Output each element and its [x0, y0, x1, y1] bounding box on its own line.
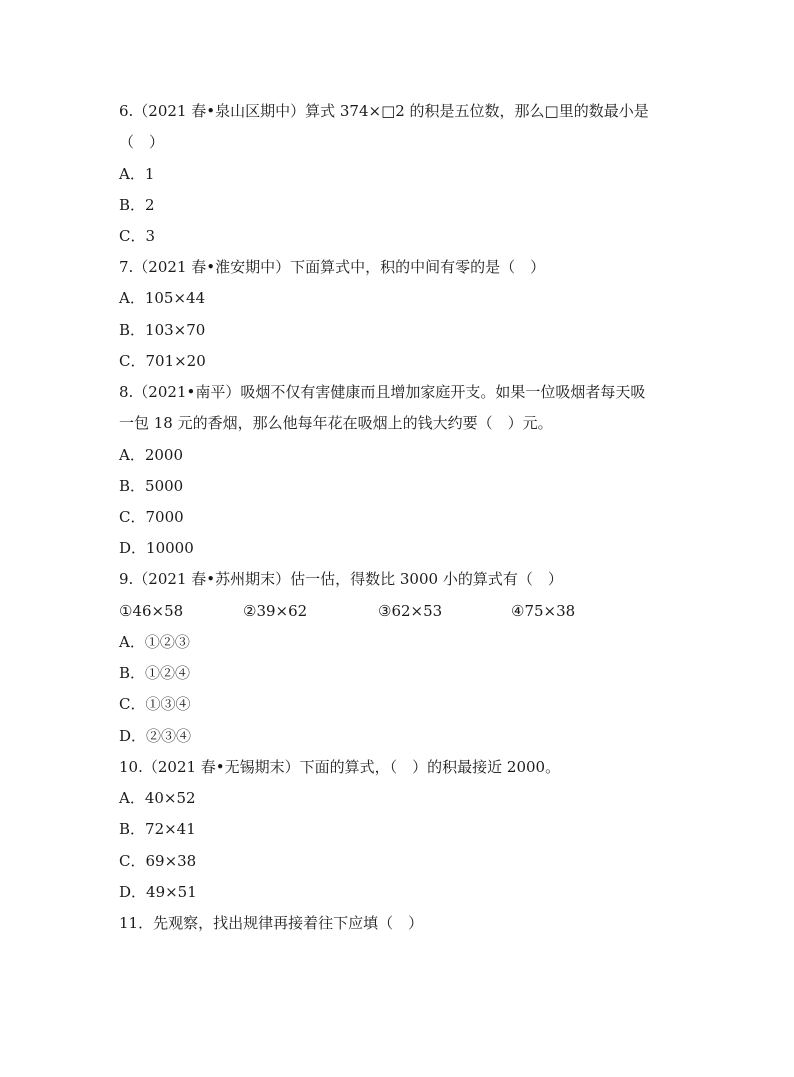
question-9-stem: 9.（2021 春•苏州期末）估一估，得数比 3000 小的算式有（ ） — [119, 570, 563, 588]
question-8-option-a: A．2000 — [119, 446, 184, 464]
question-6-stem-line-1: 6.（2021 春•泉山区期中）算式 374×□2 的积是五位数，那么□里的数最小是 — [119, 102, 649, 120]
question-6-option-c: C．3 — [119, 227, 156, 245]
question-9-choices-row — [119, 601, 679, 621]
question-7-option-c: C．701×20 — [119, 352, 206, 370]
question-6-stem-line-2: （ ） — [119, 133, 165, 151]
question-8-option-b: B．5000 — [119, 477, 184, 495]
question-9-choice-1: ①46×58 — [119, 602, 184, 620]
question-8-stem-line-1: 8.（2021•南平）吸烟不仅有害健康而且增加家庭开支。如果一位吸烟者每天吸 — [119, 383, 646, 401]
question-6-option-a: A．1 — [119, 165, 155, 183]
question-9-option-b: B．①②④ — [119, 664, 191, 682]
question-9-option-d: D．②③④ — [119, 727, 192, 745]
question-11-stem: 11．先观察，找出规律再接着往下应填（ ） — [119, 914, 424, 932]
question-10-option-b: B．72×41 — [119, 820, 196, 838]
question-10-stem: 10.（2021 春•无锡期末）下面的算式，（ ）的积最接近 2000。 — [119, 758, 561, 776]
question-10-option-c: C．69×38 — [119, 852, 197, 870]
question-9-option-a: A．①②③ — [119, 633, 190, 651]
question-7-stem: 7.（2021 春•淮安期中）下面算式中，积的中间有零的是（ ） — [119, 258, 546, 276]
question-10-option-d: D．49×51 — [119, 883, 197, 901]
question-10-option-a: A．40×52 — [119, 789, 196, 807]
question-8-option-c: C．7000 — [119, 508, 184, 526]
question-9-choice-2: ②39×62 — [243, 602, 308, 620]
question-9-choice-4: ④75×38 — [511, 602, 576, 620]
question-8-option-d: D．10000 — [119, 539, 194, 557]
question-9-choice-3: ③62×53 — [378, 602, 443, 620]
question-7-option-a: A．105×44 — [119, 289, 206, 307]
question-6-option-b: B．2 — [119, 196, 155, 214]
question-8-stem-line-2: 一包 18 元的香烟，那么他每年花在吸烟上的钱大约要（ ）元。 — [119, 414, 553, 432]
question-9-option-c: C．①③④ — [119, 695, 191, 713]
question-7-option-b: B．103×70 — [119, 321, 206, 339]
